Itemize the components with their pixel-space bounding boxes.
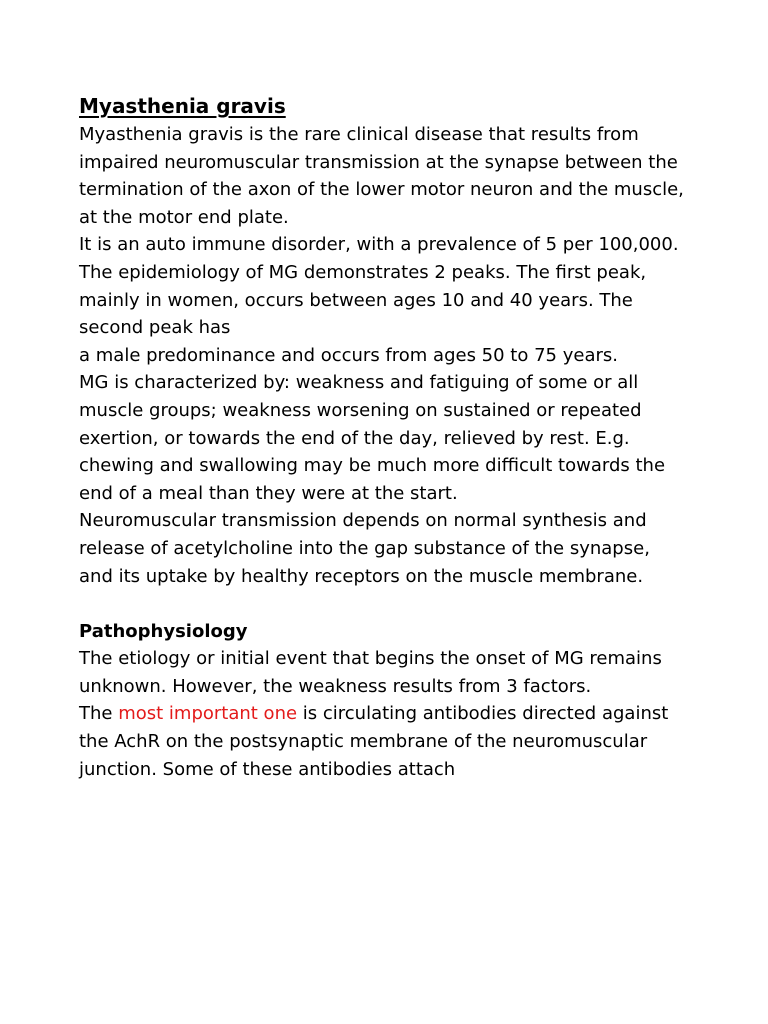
paragraph-prevalence: It is an auto immune disorder, with a prevalence of 5 per 100,000.	[79, 234, 679, 256]
paragraph-epidemiology: The epidemiology of MG demonstrates 2 peaks. The first peak, mainly in women, occurs between ages 10 and 40 years. The second peak has	[79, 261, 647, 339]
section-heading-pathophysiology: Pathophysiology	[79, 620, 248, 642]
paragraph-definition: Myasthenia gravis is the rare clinical disease that results from impaired neuromuscular transmission at the synapse between the termination of the axon of the lower motor neuron and the muscle, at the motor end plate.	[79, 124, 684, 228]
blank-line	[79, 590, 689, 618]
document-page	[79, 91, 689, 783]
document-title: Myasthenia gravis	[79, 94, 286, 118]
antibodies-prefix: The	[79, 703, 119, 725]
paragraph-characteristics: MG is characterized by: weakness and fatiguing of some or all muscle groups; weakness worsening on sustained or repeated exertion, or towards the end of the day, relieved by rest. E.g. chewing and swallowing may be much more difficult towards the end of a meal than they were at the start.	[79, 372, 666, 504]
paragraph-transmission: Neuromuscular transmission depends on normal synthesis and release of acetylcholine into the gap substance of the synapse, and its uptake by healthy receptors on the muscle membrane.	[79, 510, 650, 587]
paragraph-second-peak: a male predominance and occurs from ages 50 to 75 years.	[79, 344, 618, 366]
paragraph-etiology: The etiology or initial event that begins the onset of MG remains unknown. However, the weakness results from 3 factors.	[79, 648, 662, 697]
paragraph-antibodies	[79, 700, 689, 783]
highlighted-text: most important one	[118, 703, 298, 725]
antibodies-suffix: is circulating antibodies directed against the AchR on the postsynaptic membrane of the neuromuscular junction. Some of these antibodies attach	[79, 703, 669, 780]
